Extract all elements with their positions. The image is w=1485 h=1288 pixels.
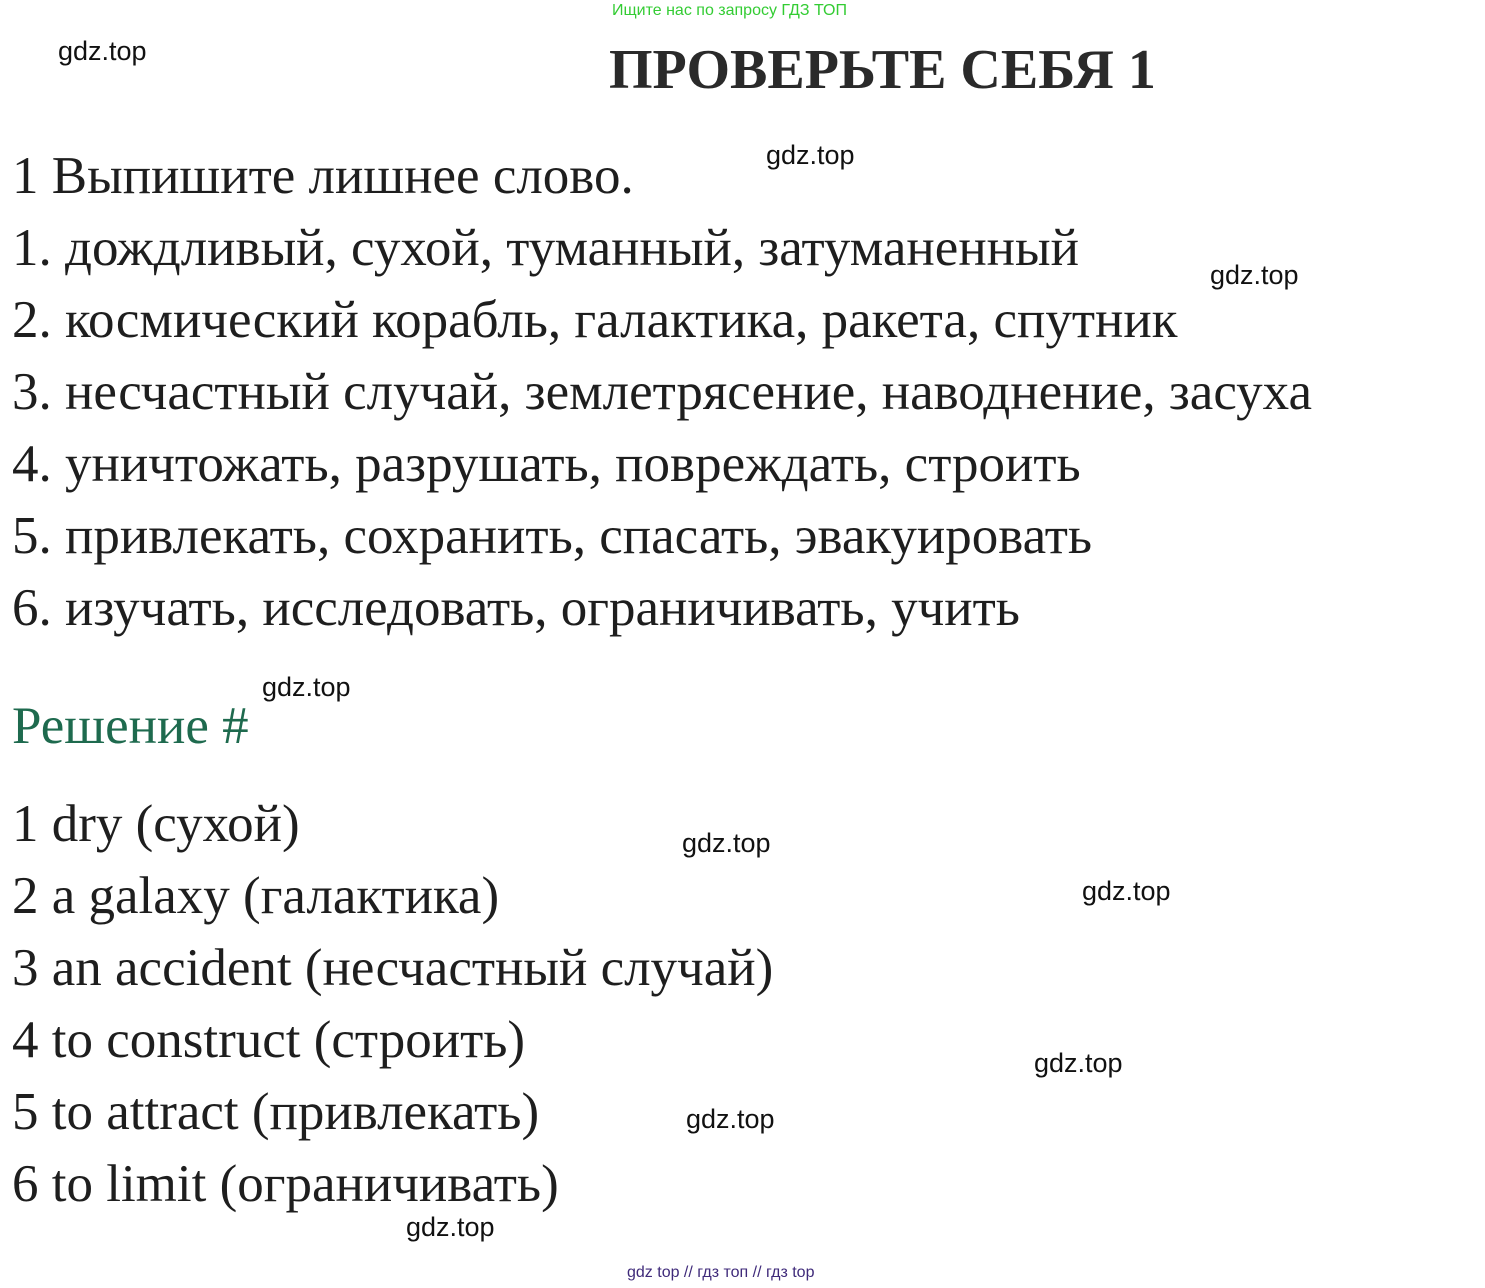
answer-2: 2 a galaxy (галактика): [12, 867, 500, 925]
search-hint: Ищите нас по запросу ГДЗ ТОП: [612, 2, 847, 19]
task-heading: 1 Выпишите лишнее слово.: [12, 147, 634, 205]
task-item-6: 6. изучать, исследовать, ограничивать, учить: [12, 579, 1020, 637]
answer-4: 4 to construct (строить): [12, 1011, 526, 1069]
watermark: gdz.top: [1082, 876, 1171, 906]
task-item-2: 2. космический корабль, галактика, ракета, спутник: [12, 291, 1178, 349]
answer-1: 1 dry (сухой): [12, 795, 300, 853]
watermark: gdz.top: [686, 1104, 775, 1134]
footer-text: gdz top // гдз топ // гдз top: [627, 1264, 815, 1281]
watermark: gdz.top: [262, 672, 351, 702]
watermark: gdz.top: [406, 1212, 495, 1242]
answer-6: 6 to limit (ограничивать): [12, 1155, 559, 1213]
task-item-3: 3. несчастный случай, землетрясение, наводнение, засуха: [12, 363, 1312, 421]
solution-heading: Решение #: [12, 697, 249, 755]
watermark: gdz.top: [1034, 1048, 1123, 1078]
task-item-5: 5. привлекать, сохранить, спасать, эвакуировать: [12, 507, 1093, 565]
task-item-4: 4. уничтожать, разрушать, повреждать, строить: [12, 435, 1081, 493]
watermark: gdz.top: [1210, 260, 1299, 290]
watermark: gdz.top: [766, 140, 855, 170]
task-item-1: 1. дождливый, сухой, туманный, затуманенный: [12, 219, 1080, 277]
page-title: ПРОВЕРЬТЕ СЕБЯ 1: [609, 39, 1156, 101]
watermark: gdz.top: [682, 828, 771, 858]
answer-3: 3 an accident (несчастный случай): [12, 939, 774, 997]
watermark: gdz.top: [58, 36, 147, 66]
answer-5: 5 to attract (привлекать): [12, 1083, 540, 1141]
